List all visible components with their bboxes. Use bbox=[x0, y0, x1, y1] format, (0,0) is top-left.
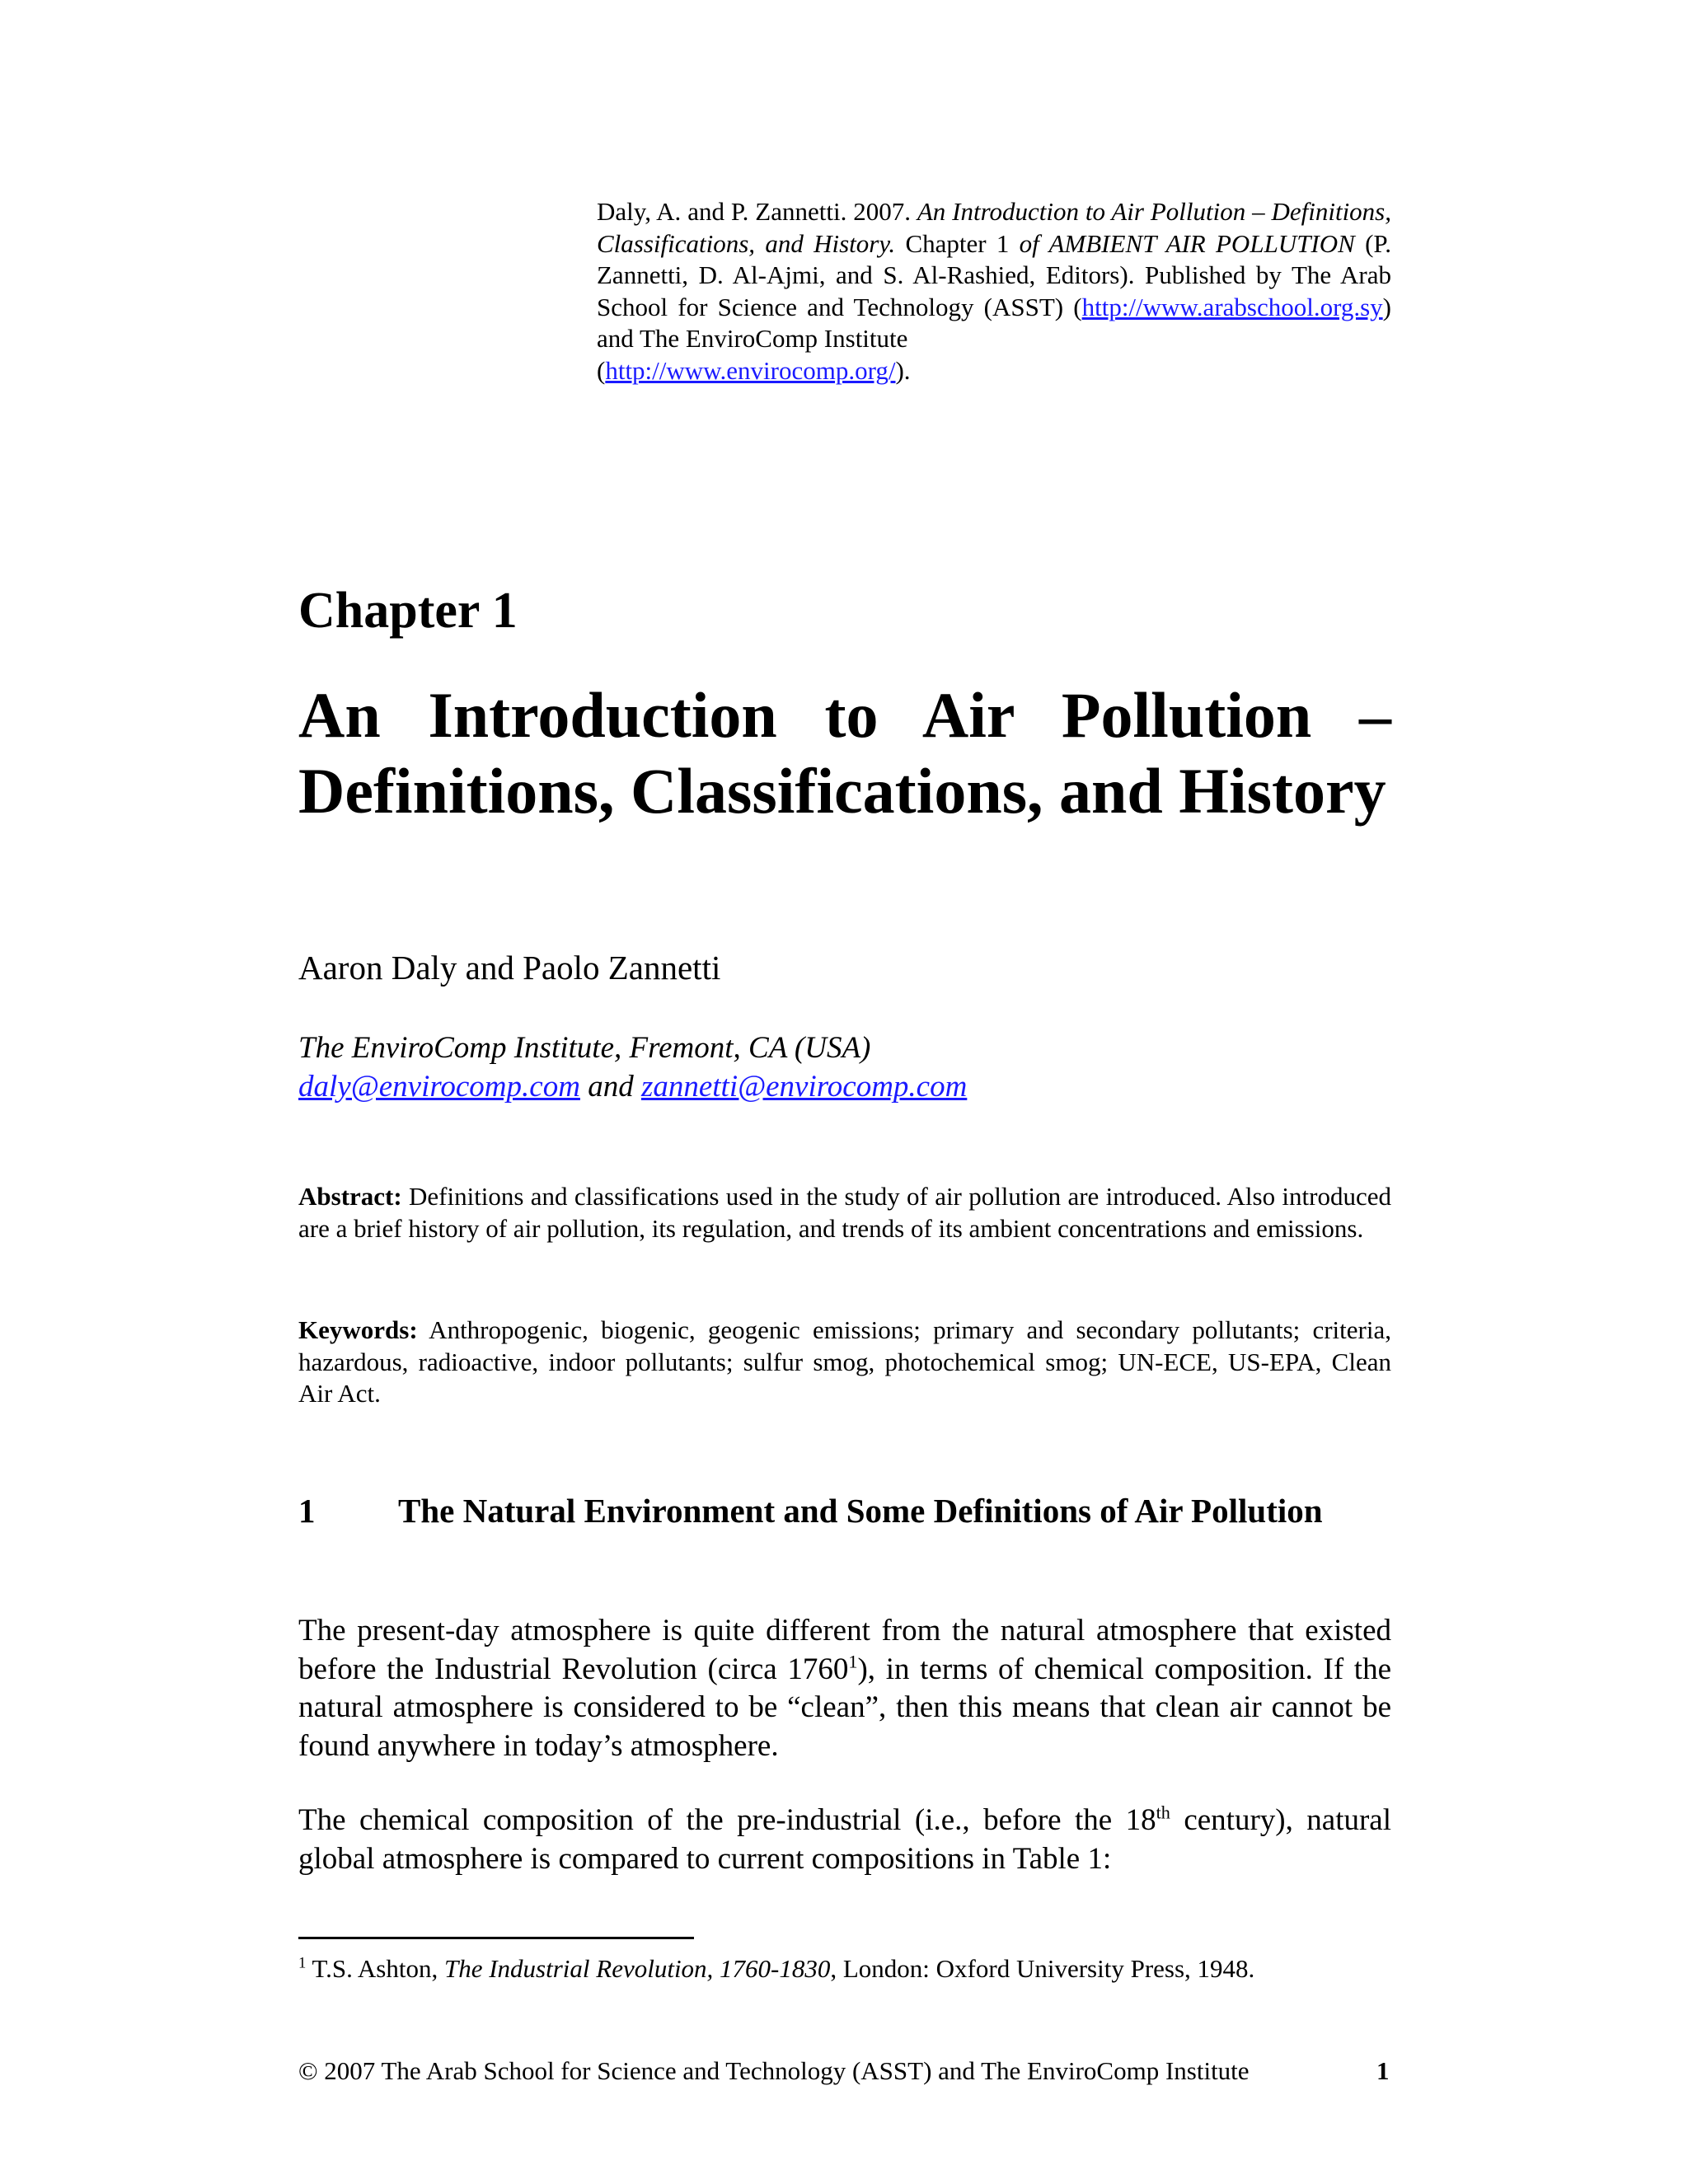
keywords-text: Anthropogenic, biogenic, geogenic emissions; primary and secondary pollutants; criteria, hazardous, radioactive, indoor pollutants; sulfur smog, photochemical smog; UN-ECE, US-EPA, Clean Air Act. bbox=[298, 1315, 1391, 1408]
email-zannetti-link[interactable]: zannetti@envirocomp.com bbox=[640, 1070, 968, 1104]
envirocomp-link[interactable]: http://www.envirocomp.org/ bbox=[605, 355, 896, 385]
body-paragraph-2 bbox=[298, 1802, 1391, 1878]
footnote-ref: 1 bbox=[848, 1651, 858, 1672]
citation-chapter: Chapter 1 bbox=[895, 228, 1020, 258]
citation-last-line bbox=[597, 355, 1391, 387]
abstract bbox=[298, 1181, 1391, 1244]
footnote-divider bbox=[298, 1937, 694, 1939]
citation-lead: Daly, A. and P. Zannetti. 2007. bbox=[597, 197, 917, 226]
affiliation-block bbox=[298, 1029, 967, 1106]
p1-part2: ), in terms of chemical composition. If the natural atmosphere is considered to be “clean”, then this means that clean air cannot be found anywhere in today’s atmosphere. bbox=[298, 1652, 1391, 1763]
footnote-lead: T.S. Ashton, bbox=[306, 1954, 444, 1983]
section-title: The Natural Environment and Some Definitions of Air Pollution bbox=[398, 1492, 1323, 1530]
p1-part1: The present-day atmosphere is quite different from the natural atmosphere that existed before the Industrial Revolution (circa 1760 bbox=[298, 1614, 1391, 1686]
footnote-mark: 1 bbox=[298, 1954, 307, 1972]
citation-book: of AMBIENT AIR POLLUTION bbox=[1019, 228, 1355, 258]
citation-open-paren: ( bbox=[597, 355, 606, 385]
page-number: 1 bbox=[1376, 2056, 1390, 2085]
email-daly-link[interactable]: daly@envirocomp.com bbox=[298, 1070, 580, 1104]
p2-part1: The chemical composition of the pre-industrial (i.e., before the 18 bbox=[298, 1803, 1156, 1837]
chapter-title: An Introduction to Air Pollution – Definitions, Classifications, and History bbox=[298, 679, 1391, 827]
citation-block bbox=[597, 196, 1391, 387]
p2-superscript: th bbox=[1156, 1802, 1170, 1823]
copyright-footer: © 2007 The Arab School for Science and Technology (ASST) and The EnviroComp Institute bbox=[298, 2056, 1250, 2085]
asst-link[interactable]: http://www.arabschool.org.sy bbox=[1081, 292, 1383, 321]
footnote-title: The Industrial Revolution, 1760-1830 bbox=[443, 1954, 831, 1983]
email-joiner: and bbox=[579, 1070, 641, 1104]
authors: Aaron Daly and Paolo Zannetti bbox=[298, 949, 721, 987]
p2-part2: century), natural global atmosphere is compared to current compositions in Table 1: bbox=[298, 1803, 1391, 1876]
abstract-label: Abstract: bbox=[298, 1182, 402, 1211]
chapter-label: Chapter 1 bbox=[298, 583, 518, 639]
section-number: 1 bbox=[298, 1492, 316, 1530]
citation-mid: ) and The EnviroComp Institute bbox=[597, 292, 1391, 353]
abstract-text: Definitions and classifications used in the study of air pollution are introduced. Also introduced are a brief history of air pollution, its regulation, and trends of its ambient concentrations and emissions. bbox=[298, 1182, 1391, 1243]
affiliation: The EnviroComp Institute, Fremont, CA (USA) bbox=[298, 1031, 871, 1065]
citation-title: An Introduction to Air Pollution – Definitions, Classifications, and History. bbox=[597, 197, 1391, 258]
footnote bbox=[298, 1954, 1254, 1984]
footnote-rest: , London: Oxford University Press, 1948. bbox=[830, 1954, 1255, 1983]
keywords-label: Keywords: bbox=[298, 1315, 418, 1344]
keywords bbox=[298, 1315, 1391, 1410]
emails bbox=[298, 1067, 967, 1106]
citation-end: ). bbox=[895, 355, 911, 385]
citation-editors: (P. Zannetti, D. Al-Ajmi, and S. Al-Rashied, Editors). Published by The Arab School for Science and Technology (ASST) ( bbox=[597, 228, 1391, 321]
body-paragraph-1 bbox=[298, 1612, 1391, 1765]
